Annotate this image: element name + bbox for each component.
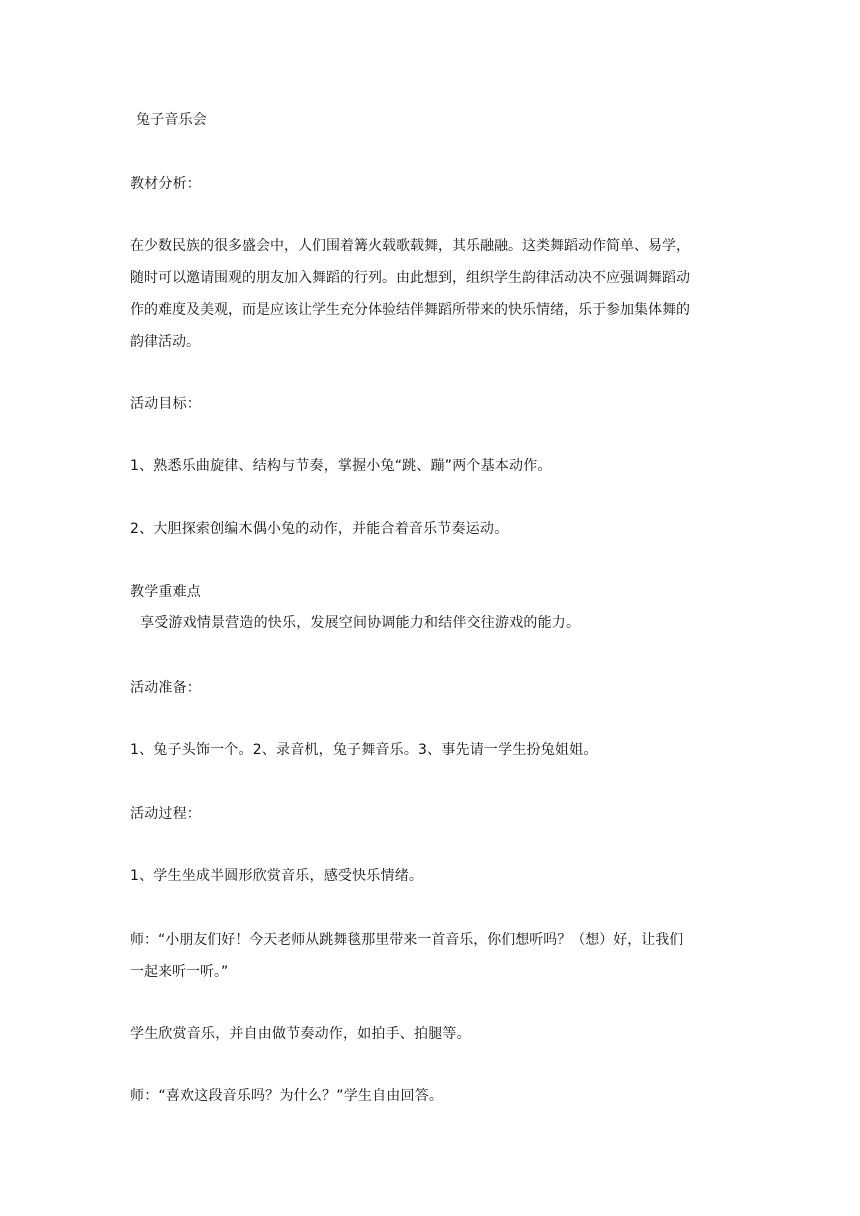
analysis-line: 作的难度及美观，而是应该让学生充分体验结伴舞蹈所带来的快乐情绪，乐于参加集体舞的	[130, 302, 690, 318]
process-heading: 活动过程：	[130, 806, 201, 822]
analysis-line: 随时可以邀请围观的朋友加入舞蹈的行列。由此想到，组织学生韵律活动决不应强调舞蹈动	[130, 270, 690, 286]
analysis-line: 韵律活动。	[130, 334, 200, 350]
dialogue-line: 一起来听一听。”	[130, 964, 229, 980]
goal-item: 2、大胆探索创编木偶小兔的动作，并能合着音乐节奏运动。	[130, 521, 509, 537]
analysis-heading: 教材分析：	[130, 176, 201, 192]
process-step: 1、学生坐成半圆形欣赏音乐，感受快乐情绪。	[130, 868, 424, 884]
goals-heading: 活动目标：	[130, 396, 201, 412]
preparation-text: 1、兔子头饰一个。2、录音机，兔子舞音乐。3、事先请一学生扮兔姐姐。	[130, 742, 598, 758]
preparation-heading: 活动准备：	[130, 680, 201, 696]
key-points-heading: 教学重难点	[130, 584, 201, 600]
dialogue-line: 师：“小朋友们好！今天老师从跳舞毯那里带来一首音乐，你们想听吗？（想）好，让我们	[130, 932, 684, 948]
key-points-text: 享受游戏情景营造的快乐，发展空间协调能力和结伴交往游戏的能力。	[140, 615, 581, 631]
document-title: 兔子音乐会	[136, 112, 207, 128]
teacher-dialogue-line: 师：“喜欢这段音乐吗？为什么？”学生自由回答。	[130, 1088, 444, 1104]
analysis-paragraph	[130, 230, 740, 358]
analysis-line: 在少数民族的很多盛会中，人们围着篝火载歌载舞，其乐融融。这类舞蹈动作简单、易学，	[130, 238, 690, 254]
goal-item: 1、熟悉乐曲旋律、结构与节奏，掌握小兔“跳、蹦”两个基本动作。	[130, 458, 552, 474]
teacher-dialogue	[130, 924, 740, 988]
student-action-text: 学生欣赏音乐，并自由做节奏动作，如拍手、拍腿等。	[130, 1026, 471, 1042]
